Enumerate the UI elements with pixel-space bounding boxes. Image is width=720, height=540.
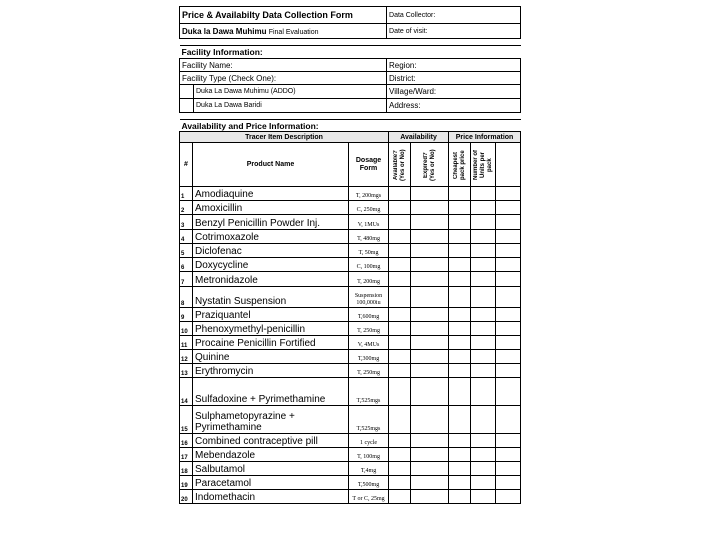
dosage-form: T, 200mg bbox=[349, 272, 389, 287]
dosage-form: T or C, 25mg bbox=[349, 490, 389, 504]
available-cell[interactable] bbox=[389, 244, 411, 258]
subtitle-main: Duka la Dawa Muhimu bbox=[182, 26, 267, 36]
row-number: 10 bbox=[180, 322, 193, 336]
cheapest-price-cell[interactable] bbox=[449, 336, 471, 350]
extra-cell[interactable] bbox=[496, 406, 521, 434]
product-table bbox=[179, 131, 521, 504]
available-cell[interactable] bbox=[389, 258, 411, 272]
available-cell[interactable] bbox=[389, 287, 411, 308]
expired-cell[interactable] bbox=[411, 215, 449, 230]
cheapest-price-cell[interactable] bbox=[449, 244, 471, 258]
form-subtitle bbox=[180, 24, 387, 39]
extra-cell[interactable] bbox=[496, 308, 521, 322]
table-row bbox=[180, 287, 521, 308]
price-info-header: Price Information bbox=[449, 132, 521, 143]
expired-cell[interactable] bbox=[411, 434, 449, 448]
cheapest-price-cell[interactable] bbox=[449, 350, 471, 364]
table-row bbox=[180, 490, 521, 504]
facility-option-addo: Duka La Dawa Muhimu (ADDO) bbox=[194, 85, 387, 99]
dosage-form: T, 100mg bbox=[349, 448, 389, 462]
table-row bbox=[180, 244, 521, 258]
cheapest-price-cell[interactable] bbox=[449, 476, 471, 490]
facility-option-baridi: Duka La Dawa Baridi bbox=[194, 99, 387, 113]
available-cell[interactable] bbox=[389, 434, 411, 448]
dosage-form: T,4mg bbox=[349, 462, 389, 476]
dosage-form: T,500mg bbox=[349, 476, 389, 490]
data-collection-form bbox=[179, 6, 520, 504]
extra-cell[interactable] bbox=[496, 215, 521, 230]
cheapest-price-cell[interactable] bbox=[449, 230, 471, 244]
product-name: Erythromycin bbox=[193, 364, 349, 378]
expired-cell[interactable] bbox=[411, 322, 449, 336]
cheapest-price-cell[interactable] bbox=[449, 378, 471, 406]
col-extra-header bbox=[496, 143, 521, 187]
units-per-pack-cell[interactable] bbox=[471, 215, 496, 230]
baridi-checkbox[interactable] bbox=[180, 99, 194, 113]
row-number: 1 bbox=[180, 187, 193, 201]
dosage-form: T, 50mg bbox=[349, 244, 389, 258]
row-number: 12 bbox=[180, 350, 193, 364]
row-number: 13 bbox=[180, 364, 193, 378]
col-units-header bbox=[471, 143, 496, 187]
product-name: Praziquantel bbox=[193, 308, 349, 322]
expired-cell[interactable] bbox=[411, 378, 449, 406]
extra-cell[interactable] bbox=[496, 490, 521, 504]
expired-cell[interactable] bbox=[411, 230, 449, 244]
table-row bbox=[180, 258, 521, 272]
product-name: Indomethacin bbox=[193, 490, 349, 504]
row-number: 17 bbox=[180, 448, 193, 462]
dosage-form: T,300mg bbox=[349, 350, 389, 364]
available-cell[interactable] bbox=[389, 272, 411, 287]
product-name: Amoxicillin bbox=[193, 201, 349, 215]
available-cell[interactable] bbox=[389, 462, 411, 476]
units-per-pack-cell[interactable] bbox=[471, 187, 496, 201]
available-cell[interactable] bbox=[389, 308, 411, 322]
dosage-form: T, 480mg bbox=[349, 230, 389, 244]
facility-type-label: Facility Type (Check One): bbox=[180, 72, 387, 85]
product-name: Salbutamol bbox=[193, 462, 349, 476]
available-cell[interactable] bbox=[389, 490, 411, 504]
expired-cell[interactable] bbox=[411, 462, 449, 476]
units-per-pack-cell[interactable] bbox=[471, 244, 496, 258]
cheapest-price-cell[interactable] bbox=[449, 258, 471, 272]
row-number: 18 bbox=[180, 462, 193, 476]
cheapest-price-cell[interactable] bbox=[449, 201, 471, 215]
cheapest-price-cell[interactable] bbox=[449, 434, 471, 448]
extra-cell[interactable] bbox=[496, 462, 521, 476]
row-number: 9 bbox=[180, 308, 193, 322]
cheapest-price-cell[interactable] bbox=[449, 287, 471, 308]
table-row bbox=[180, 350, 521, 364]
col-available-label: Available? (Yes or No) bbox=[392, 148, 406, 181]
col-expired-label: Expired? (Yes or No) bbox=[422, 148, 436, 181]
dosage-form: T,600mg bbox=[349, 308, 389, 322]
row-number: 15 bbox=[180, 406, 193, 434]
table-row bbox=[180, 406, 521, 434]
extra-cell[interactable] bbox=[496, 476, 521, 490]
dosage-form: 1 cycle bbox=[349, 434, 389, 448]
row-number: 16 bbox=[180, 434, 193, 448]
table-row bbox=[180, 448, 521, 462]
cheapest-price-cell[interactable] bbox=[449, 490, 471, 504]
dosage-form: T,525mgs bbox=[349, 378, 389, 406]
row-number: 2 bbox=[180, 201, 193, 215]
availability-section-title: Availability and Price Information: bbox=[181, 121, 319, 131]
row-number: 5 bbox=[180, 244, 193, 258]
expired-cell[interactable] bbox=[411, 287, 449, 308]
units-per-pack-cell[interactable] bbox=[471, 230, 496, 244]
form-title: Price & Availabilty Data Collection Form bbox=[180, 7, 387, 24]
row-number: 6 bbox=[180, 258, 193, 272]
table-row bbox=[180, 336, 521, 350]
row-number: 14 bbox=[180, 378, 193, 406]
expired-cell[interactable] bbox=[411, 308, 449, 322]
expired-cell[interactable] bbox=[411, 244, 449, 258]
expired-cell[interactable] bbox=[411, 476, 449, 490]
expired-cell[interactable] bbox=[411, 336, 449, 350]
product-name: Cotrimoxazole bbox=[193, 230, 349, 244]
cheapest-price-cell[interactable] bbox=[449, 308, 471, 322]
district-field[interactable]: District: bbox=[387, 72, 521, 85]
table-row bbox=[180, 364, 521, 378]
extra-cell[interactable] bbox=[496, 448, 521, 462]
extra-cell[interactable] bbox=[496, 350, 521, 364]
dosage-form: C, 100mg bbox=[349, 258, 389, 272]
units-per-pack-cell[interactable] bbox=[471, 490, 496, 504]
product-name: Procaine Penicillin Fortified bbox=[193, 336, 349, 350]
dosage-form: T,525mgs bbox=[349, 406, 389, 434]
table-row bbox=[180, 230, 521, 244]
row-number: 3 bbox=[180, 215, 193, 230]
subtitle-suffix: Final Evaluation bbox=[268, 28, 319, 36]
product-name: Phenoxymethyl-penicillin bbox=[193, 322, 349, 336]
expired-cell[interactable] bbox=[411, 406, 449, 434]
dosage-form: Suspension 100,000iu bbox=[349, 287, 389, 308]
tracer-item-header: Tracer Item Description bbox=[180, 132, 389, 143]
extra-cell[interactable] bbox=[496, 364, 521, 378]
extra-cell[interactable] bbox=[496, 322, 521, 336]
extra-cell[interactable] bbox=[496, 336, 521, 350]
available-cell[interactable] bbox=[389, 322, 411, 336]
product-name: Quinine bbox=[193, 350, 349, 364]
table-row bbox=[180, 462, 521, 476]
units-per-pack-cell[interactable] bbox=[471, 434, 496, 448]
col-available-header bbox=[389, 143, 411, 187]
table-row bbox=[180, 434, 521, 448]
available-cell[interactable] bbox=[389, 187, 411, 201]
facility-section-title: Facility Information: bbox=[181, 47, 263, 57]
expired-cell[interactable] bbox=[411, 272, 449, 287]
units-per-pack-cell[interactable] bbox=[471, 364, 496, 378]
col-cheapest-header bbox=[449, 143, 471, 187]
available-cell[interactable] bbox=[389, 350, 411, 364]
units-per-pack-cell[interactable] bbox=[471, 322, 496, 336]
data-collector-field[interactable]: Data Collector: bbox=[387, 7, 521, 24]
extra-cell[interactable] bbox=[496, 230, 521, 244]
units-per-pack-cell[interactable] bbox=[471, 350, 496, 364]
available-cell[interactable] bbox=[389, 201, 411, 215]
cheapest-price-cell[interactable] bbox=[449, 462, 471, 476]
extra-cell[interactable] bbox=[496, 434, 521, 448]
expired-cell[interactable] bbox=[411, 490, 449, 504]
available-cell[interactable] bbox=[389, 364, 411, 378]
cheapest-price-cell[interactable] bbox=[449, 187, 471, 201]
available-cell[interactable] bbox=[389, 448, 411, 462]
units-per-pack-cell[interactable] bbox=[471, 448, 496, 462]
units-per-pack-cell[interactable] bbox=[471, 378, 496, 406]
row-number: 19 bbox=[180, 476, 193, 490]
product-name: Sulfadoxine + Pyrimethamine bbox=[193, 378, 349, 406]
row-number: 11 bbox=[180, 336, 193, 350]
units-per-pack-cell[interactable] bbox=[471, 406, 496, 434]
available-cell[interactable] bbox=[389, 230, 411, 244]
extra-cell[interactable] bbox=[496, 201, 521, 215]
address-field[interactable]: Address: bbox=[387, 99, 521, 113]
extra-cell[interactable] bbox=[496, 187, 521, 201]
product-name: Metronidazole bbox=[193, 272, 349, 287]
product-rows bbox=[180, 187, 521, 504]
available-cell[interactable] bbox=[389, 378, 411, 406]
cheapest-price-cell[interactable] bbox=[449, 272, 471, 287]
expired-cell[interactable] bbox=[411, 201, 449, 215]
dosage-form: V, 4MUs bbox=[349, 336, 389, 350]
row-number: 8 bbox=[180, 287, 193, 308]
product-name: Doxycycline bbox=[193, 258, 349, 272]
date-of-visit-field[interactable]: Date of visit: bbox=[387, 24, 521, 39]
units-per-pack-cell[interactable] bbox=[471, 201, 496, 215]
col-dosage-header: Dosage Form bbox=[349, 143, 389, 187]
col-num-header: # bbox=[180, 143, 193, 187]
cheapest-price-cell[interactable] bbox=[449, 364, 471, 378]
product-name: Mebendazole bbox=[193, 448, 349, 462]
table-row bbox=[180, 272, 521, 287]
row-number: 7 bbox=[180, 272, 193, 287]
dosage-form: T, 200mgs bbox=[349, 187, 389, 201]
available-cell[interactable] bbox=[389, 215, 411, 230]
product-name: Amodiaquine bbox=[193, 187, 349, 201]
table-row bbox=[180, 215, 521, 230]
units-per-pack-cell[interactable] bbox=[471, 462, 496, 476]
dosage-form: V, 1MUs bbox=[349, 215, 389, 230]
cheapest-price-cell[interactable] bbox=[449, 322, 471, 336]
product-name: Diclofenac bbox=[193, 244, 349, 258]
units-per-pack-cell[interactable] bbox=[471, 336, 496, 350]
available-cell[interactable] bbox=[389, 406, 411, 434]
extra-cell[interactable] bbox=[496, 244, 521, 258]
table-row bbox=[180, 322, 521, 336]
header-table bbox=[179, 6, 521, 132]
table-row bbox=[180, 201, 521, 215]
village-field[interactable]: Village/Ward: bbox=[387, 85, 521, 99]
available-cell[interactable] bbox=[389, 336, 411, 350]
dosage-form: C, 250mg bbox=[349, 201, 389, 215]
product-name: Sulphametopyrazine + Pyrimethamine bbox=[193, 406, 349, 434]
extra-cell[interactable] bbox=[496, 378, 521, 406]
expired-cell[interactable] bbox=[411, 258, 449, 272]
addo-checkbox[interactable] bbox=[180, 85, 194, 99]
extra-cell[interactable] bbox=[496, 272, 521, 287]
extra-cell[interactable] bbox=[496, 287, 521, 308]
col-expired-header bbox=[411, 143, 449, 187]
dosage-form: T, 250mg bbox=[349, 364, 389, 378]
table-row bbox=[180, 476, 521, 490]
table-row bbox=[180, 378, 521, 406]
facility-name-field[interactable]: Facility Name: bbox=[180, 59, 387, 72]
col-cheapest-label: Cheapest pack price bbox=[452, 149, 466, 180]
expired-cell[interactable] bbox=[411, 187, 449, 201]
table-row bbox=[180, 187, 521, 201]
region-field[interactable]: Region: bbox=[387, 59, 521, 72]
units-per-pack-cell[interactable] bbox=[471, 308, 496, 322]
available-cell[interactable] bbox=[389, 476, 411, 490]
dosage-form: T, 250mg bbox=[349, 322, 389, 336]
cheapest-price-cell[interactable] bbox=[449, 215, 471, 230]
product-name: Paracetamol bbox=[193, 476, 349, 490]
cheapest-price-cell[interactable] bbox=[449, 448, 471, 462]
row-number: 20 bbox=[180, 490, 193, 504]
units-per-pack-cell[interactable] bbox=[471, 258, 496, 272]
table-row bbox=[180, 308, 521, 322]
extra-cell[interactable] bbox=[496, 258, 521, 272]
product-name: Benzyl Penicillin Powder Inj. bbox=[193, 215, 349, 230]
expired-cell[interactable] bbox=[411, 448, 449, 462]
availability-header: Availability bbox=[389, 132, 449, 143]
units-per-pack-cell[interactable] bbox=[471, 287, 496, 308]
row-number: 4 bbox=[180, 230, 193, 244]
cheapest-price-cell[interactable] bbox=[449, 406, 471, 434]
col-product-header: Product Name bbox=[193, 143, 349, 187]
units-per-pack-cell[interactable] bbox=[471, 476, 496, 490]
product-name: Nystatin Suspension bbox=[193, 287, 349, 308]
product-name: Combined contraceptive pill bbox=[193, 434, 349, 448]
expired-cell[interactable] bbox=[411, 350, 449, 364]
units-per-pack-cell[interactable] bbox=[471, 272, 496, 287]
expired-cell[interactable] bbox=[411, 364, 449, 378]
col-units-label: Number of Units per pack bbox=[473, 149, 494, 180]
